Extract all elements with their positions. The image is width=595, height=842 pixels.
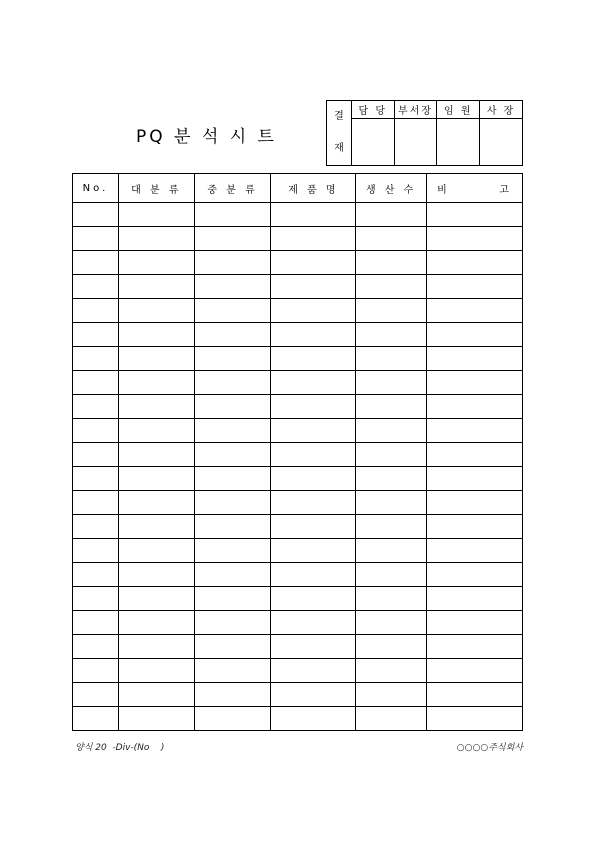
cell-no[interactable]: [73, 227, 119, 251]
cell-major-category[interactable]: [118, 467, 194, 491]
cell-major-category[interactable]: [118, 563, 194, 587]
cell-production-qty[interactable]: [356, 467, 427, 491]
cell-production-qty[interactable]: [356, 443, 427, 467]
approval-header-dept-head: 부서장: [394, 101, 437, 119]
approval-box: [326, 100, 523, 166]
cell-production-qty[interactable]: [356, 707, 427, 731]
cell-mid-category[interactable]: [194, 587, 271, 611]
cell-remarks[interactable]: [427, 539, 523, 563]
company-name: ○○○○주식회사: [456, 743, 523, 753]
table-row: [73, 635, 523, 659]
table-row: [73, 227, 523, 251]
cell-product-name[interactable]: [271, 203, 356, 227]
cell-major-category[interactable]: [118, 635, 194, 659]
cell-mid-category[interactable]: [194, 611, 271, 635]
cell-product-name[interactable]: [271, 227, 356, 251]
cell-no[interactable]: [73, 611, 119, 635]
cell-major-category[interactable]: [118, 491, 194, 515]
cell-production-qty[interactable]: [356, 227, 427, 251]
cell-remarks[interactable]: [427, 275, 523, 299]
cell-no[interactable]: [73, 659, 119, 683]
approval-sign-staff[interactable]: [351, 119, 394, 166]
table-row: [73, 611, 523, 635]
cell-no[interactable]: [73, 707, 119, 731]
table-row: [73, 275, 523, 299]
cell-mid-category[interactable]: [194, 299, 271, 323]
table-row: [73, 563, 523, 587]
cell-mid-category[interactable]: [194, 347, 271, 371]
table-row: [73, 683, 523, 707]
cell-remarks[interactable]: [427, 227, 523, 251]
cell-production-qty[interactable]: [356, 683, 427, 707]
cell-product-name[interactable]: [271, 539, 356, 563]
cell-production-qty[interactable]: [356, 515, 427, 539]
cell-major-category[interactable]: [118, 395, 194, 419]
cell-remarks[interactable]: [427, 419, 523, 443]
cell-product-name[interactable]: [271, 275, 356, 299]
table-row: [73, 491, 523, 515]
cell-mid-category[interactable]: [194, 659, 271, 683]
table-row: [73, 515, 523, 539]
table-row: [73, 707, 523, 731]
col-header-no: No.: [73, 174, 119, 203]
cell-no[interactable]: [73, 323, 119, 347]
table-row: [73, 395, 523, 419]
cell-production-qty[interactable]: [356, 347, 427, 371]
cell-no[interactable]: [73, 299, 119, 323]
cell-no[interactable]: [73, 371, 119, 395]
cell-mid-category[interactable]: [194, 203, 271, 227]
cell-production-qty[interactable]: [356, 491, 427, 515]
cell-major-category[interactable]: [118, 203, 194, 227]
cell-mid-category[interactable]: [194, 683, 271, 707]
cell-production-qty[interactable]: [356, 203, 427, 227]
cell-major-category[interactable]: [118, 515, 194, 539]
cell-mid-category[interactable]: [194, 419, 271, 443]
cell-remarks[interactable]: [427, 683, 523, 707]
cell-product-name[interactable]: [271, 491, 356, 515]
cell-production-qty[interactable]: [356, 659, 427, 683]
cell-remarks[interactable]: [427, 587, 523, 611]
col-header-major-category: 대 분 류: [118, 174, 194, 203]
cell-product-name[interactable]: [271, 707, 356, 731]
cell-production-qty[interactable]: [356, 587, 427, 611]
table-row: [73, 443, 523, 467]
cell-remarks[interactable]: [427, 563, 523, 587]
cell-no[interactable]: [73, 419, 119, 443]
col-header-mid-category: 중 분 류: [194, 174, 271, 203]
cell-remarks[interactable]: [427, 659, 523, 683]
cell-production-qty[interactable]: [356, 563, 427, 587]
cell-product-name[interactable]: [271, 323, 356, 347]
cell-remarks[interactable]: [427, 203, 523, 227]
cell-remarks[interactable]: [427, 515, 523, 539]
cell-mid-category[interactable]: [194, 323, 271, 347]
cell-no[interactable]: [73, 203, 119, 227]
cell-major-category[interactable]: [118, 299, 194, 323]
cell-production-qty[interactable]: [356, 419, 427, 443]
cell-mid-category[interactable]: [194, 467, 271, 491]
cell-product-name[interactable]: [271, 371, 356, 395]
cell-remarks[interactable]: [427, 395, 523, 419]
cell-production-qty[interactable]: [356, 371, 427, 395]
cell-product-name[interactable]: [271, 299, 356, 323]
table-row: [73, 467, 523, 491]
cell-remarks[interactable]: [427, 467, 523, 491]
cell-product-name[interactable]: [271, 563, 356, 587]
cell-production-qty[interactable]: [356, 611, 427, 635]
cell-product-name[interactable]: [271, 251, 356, 275]
form-number: 양식 20 -Div-(No ): [75, 743, 165, 753]
cell-mid-category[interactable]: [194, 563, 271, 587]
cell-remarks[interactable]: [427, 299, 523, 323]
cell-no[interactable]: [73, 443, 119, 467]
cell-product-name[interactable]: [271, 611, 356, 635]
cell-no[interactable]: [73, 563, 119, 587]
cell-production-qty[interactable]: [356, 299, 427, 323]
cell-remarks[interactable]: [427, 443, 523, 467]
cell-remarks[interactable]: [427, 347, 523, 371]
cell-product-name[interactable]: [271, 635, 356, 659]
cell-no[interactable]: [73, 683, 119, 707]
cell-remarks[interactable]: [427, 635, 523, 659]
cell-mid-category[interactable]: [194, 227, 271, 251]
cell-no[interactable]: [73, 467, 119, 491]
cell-product-name[interactable]: [271, 395, 356, 419]
table-row: [73, 587, 523, 611]
approval-sign-executive[interactable]: [437, 119, 480, 166]
cell-major-category[interactable]: [118, 275, 194, 299]
cell-product-name[interactable]: [271, 515, 356, 539]
cell-product-name[interactable]: [271, 587, 356, 611]
table-row: [73, 323, 523, 347]
approval-side-bottom: 재: [334, 143, 344, 154]
table-row: [73, 251, 523, 275]
table-row: [73, 539, 523, 563]
cell-product-name[interactable]: [271, 347, 356, 371]
cell-major-category[interactable]: [118, 587, 194, 611]
cell-mid-category[interactable]: [194, 395, 271, 419]
cell-remarks[interactable]: [427, 251, 523, 275]
cell-product-name[interactable]: [271, 467, 356, 491]
cell-major-category[interactable]: [118, 251, 194, 275]
approval-side-top: 결: [334, 111, 344, 122]
table-row: [73, 371, 523, 395]
cell-mid-category[interactable]: [194, 515, 271, 539]
cell-product-name[interactable]: [271, 659, 356, 683]
cell-production-qty[interactable]: [356, 323, 427, 347]
cell-production-qty[interactable]: [356, 635, 427, 659]
cell-product-name[interactable]: [271, 443, 356, 467]
cell-major-category[interactable]: [118, 539, 194, 563]
col-header-remarks: 비 고: [427, 174, 523, 203]
approval-side-label: [327, 101, 352, 166]
cell-no[interactable]: [73, 275, 119, 299]
pq-analysis-table: [72, 173, 523, 731]
table-row: [73, 347, 523, 371]
cell-major-category[interactable]: [118, 611, 194, 635]
cell-mid-category[interactable]: [194, 371, 271, 395]
col-header-product-name: 제 품 명: [271, 174, 356, 203]
cell-remarks[interactable]: [427, 323, 523, 347]
cell-remarks[interactable]: [427, 371, 523, 395]
cell-no[interactable]: [73, 539, 119, 563]
cell-mid-category[interactable]: [194, 491, 271, 515]
approval-header-president: 사 장: [480, 101, 523, 119]
cell-mid-category[interactable]: [194, 443, 271, 467]
cell-no[interactable]: [73, 587, 119, 611]
cell-production-qty[interactable]: [356, 251, 427, 275]
cell-production-qty[interactable]: [356, 275, 427, 299]
cell-no[interactable]: [73, 635, 119, 659]
col-header-production-qty: 생 산 수: [356, 174, 427, 203]
cell-major-category[interactable]: [118, 347, 194, 371]
table-row: [73, 299, 523, 323]
cell-major-category[interactable]: [118, 659, 194, 683]
approval-sign-dept-head[interactable]: [394, 119, 437, 166]
cell-no[interactable]: [73, 395, 119, 419]
approval-sign-president[interactable]: [480, 119, 523, 166]
cell-remarks[interactable]: [427, 611, 523, 635]
cell-no[interactable]: [73, 515, 119, 539]
cell-no[interactable]: [73, 251, 119, 275]
cell-major-category[interactable]: [118, 443, 194, 467]
cell-mid-category[interactable]: [194, 275, 271, 299]
table-row: [73, 419, 523, 443]
cell-major-category[interactable]: [118, 371, 194, 395]
cell-mid-category[interactable]: [194, 539, 271, 563]
table-row: [73, 203, 523, 227]
cell-major-category[interactable]: [118, 323, 194, 347]
cell-product-name[interactable]: [271, 683, 356, 707]
approval-header-executive: 임 원: [437, 101, 480, 119]
cell-no[interactable]: [73, 347, 119, 371]
cell-remarks[interactable]: [427, 491, 523, 515]
page-title: PQ 분 석 시 트: [136, 127, 277, 147]
table-row: [73, 659, 523, 683]
cell-production-qty[interactable]: [356, 539, 427, 563]
cell-major-category[interactable]: [118, 707, 194, 731]
cell-major-category[interactable]: [118, 419, 194, 443]
cell-product-name[interactable]: [271, 419, 356, 443]
cell-production-qty[interactable]: [356, 395, 427, 419]
table-header-row: [73, 174, 523, 203]
cell-major-category[interactable]: [118, 227, 194, 251]
cell-major-category[interactable]: [118, 683, 194, 707]
cell-mid-category[interactable]: [194, 251, 271, 275]
approval-header-staff: 담 당: [351, 101, 394, 119]
cell-remarks[interactable]: [427, 707, 523, 731]
cell-mid-category[interactable]: [194, 707, 271, 731]
cell-no[interactable]: [73, 491, 119, 515]
cell-mid-category[interactable]: [194, 635, 271, 659]
